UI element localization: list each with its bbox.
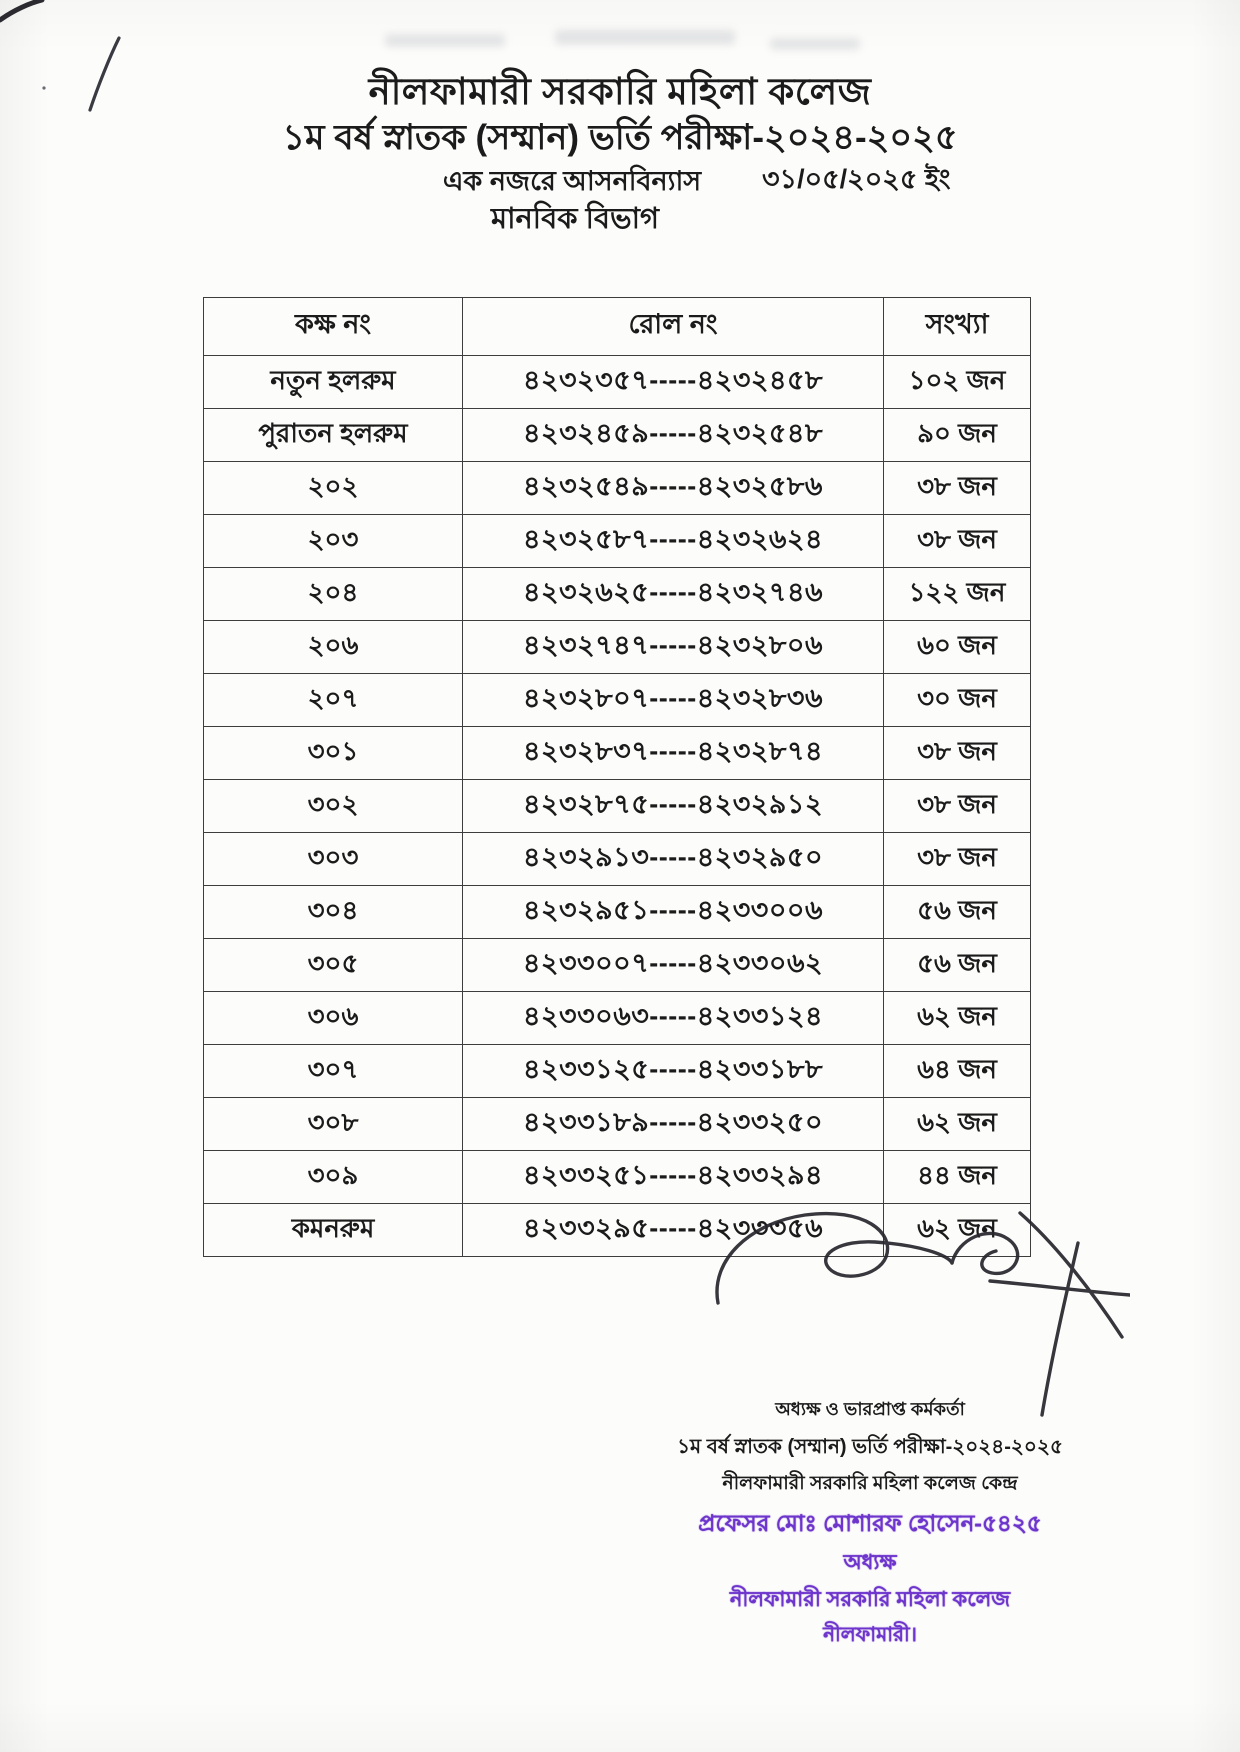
signatory-exam-line: ১ম বর্ষ স্নাতক (সম্মান) ভর্তি পরীক্ষা-২০২৪-২০২৫ — [677, 1436, 1063, 1458]
roll-range-cell: ৪২৩৩০০৭-----৪২৩৩০৬২ — [463, 939, 884, 992]
table-row — [204, 515, 1031, 568]
count-cell: ৩৮ জন — [884, 462, 1031, 515]
department-title: মানবিক বিভাগ — [490, 203, 660, 235]
count-cell: ১০২ জন — [884, 356, 1031, 409]
room-cell: ২০৭ — [204, 674, 463, 727]
roll-range-cell: ৪২৩৩২৫১-----৪২৩৩২৯৪ — [463, 1151, 884, 1204]
count-cell: ৬২ জন — [884, 1204, 1031, 1257]
room-cell: ৩০৫ — [204, 939, 463, 992]
count-cell: ৩০ জন — [884, 674, 1031, 727]
stamp-college: নীলফামারী সরকারি মহিলা কলেজ — [729, 1588, 1011, 1611]
roll-range-cell: ৪২৩২৮০৭-----৪২৩২৮৩৬ — [463, 674, 884, 727]
table-row — [204, 780, 1031, 833]
count-column-header: সংখ্যা — [884, 298, 1031, 356]
count-cell: ৫৬ জন — [884, 886, 1031, 939]
seatplan-subtitle: এক নজরে আসনবিন্যাস — [442, 166, 702, 196]
table-row — [204, 1098, 1031, 1151]
roll-range-cell: ৪২৩৩২৯৫-----৪২৩৩৩৫৬ — [463, 1204, 884, 1257]
roll-range-cell: ৪২৩২৯৫১-----৪২৩৩০০৬ — [463, 886, 884, 939]
room-cell: ২০৪ — [204, 568, 463, 621]
bleed-through-smudge — [385, 34, 505, 47]
roll-range-cell: ৪২৩২৪৫৯-----৪২৩২৫৪৮ — [463, 409, 884, 462]
table-header-row — [204, 298, 1031, 356]
count-cell: ৬৪ জন — [884, 1045, 1031, 1098]
bleed-through-smudge — [770, 38, 860, 50]
roll-range-cell: ৪২৩২৬২৫-----৪২৩২৭৪৬ — [463, 568, 884, 621]
count-cell: ৪৪ জন — [884, 1151, 1031, 1204]
signatory-block — [620, 1395, 1120, 1655]
stamp-name: প্রফেসর মোঃ মোশারফ হোসেন-৫৪২৫ — [698, 1510, 1042, 1536]
table-row — [204, 409, 1031, 462]
count-cell: ৩৮ জন — [884, 727, 1031, 780]
roll-range-cell: ৪২৩২৩৫৭-----৪২৩২৪৫৮ — [463, 356, 884, 409]
exam-title: ১ম বর্ষ স্নাতক (সম্মান) ভর্তি পরীক্ষা-২০২৪-২০২৫ — [282, 118, 958, 157]
room-column-header: কক্ষ নং — [204, 298, 463, 356]
table-row — [204, 939, 1031, 992]
roll-range-cell: ৪২৩৩০৬৩-----৪২৩৩১২৪ — [463, 992, 884, 1045]
table-row — [204, 568, 1031, 621]
count-cell: ৬২ জন — [884, 1098, 1031, 1151]
room-cell: ৩০৭ — [204, 1045, 463, 1098]
room-cell: ৩০৬ — [204, 992, 463, 1045]
roll-column-header: রোল নং — [463, 298, 884, 356]
exam-date: ৩১/০৫/২০২৫ ইং — [762, 164, 951, 194]
room-cell: ৩০৮ — [204, 1098, 463, 1151]
roll-range-cell: ৪২৩২৮৭৫-----৪২৩২৯১২ — [463, 780, 884, 833]
roll-range-cell: ৪২৩২৫৪৯-----৪২৩২৫৮৬ — [463, 462, 884, 515]
table-row — [204, 833, 1031, 886]
roll-range-cell: ৪২৩২৮৩৭-----৪২৩২৮৭৪ — [463, 727, 884, 780]
room-cell: ৩০৯ — [204, 1151, 463, 1204]
room-cell: নতুন হলরুম — [204, 356, 463, 409]
count-cell: ৩৮ জন — [884, 515, 1031, 568]
count-cell: ৬২ জন — [884, 992, 1031, 1045]
count-cell: ৬০ জন — [884, 621, 1031, 674]
room-cell: ৩০২ — [204, 780, 463, 833]
signatory-designation: অধ্যক্ষ ও ভারপ্রাপ্ত কর্মকর্তা — [775, 1399, 965, 1419]
table-row — [204, 462, 1031, 515]
roll-range-cell: ৪২৩৩১২৫-----৪২৩৩১৮৮ — [463, 1045, 884, 1098]
roll-range-cell: ৪২৩২৭৪৭-----৪২৩২৮০৬ — [463, 621, 884, 674]
stamp-title: অধ্যক্ষ — [843, 1551, 897, 1574]
roll-range-cell: ৪২৩৩১৮৯-----৪২৩৩২৫০ — [463, 1098, 884, 1151]
count-cell: ৯০ জন — [884, 409, 1031, 462]
room-cell: ২০২ — [204, 462, 463, 515]
table-row — [204, 1045, 1031, 1098]
principal-stamp — [620, 1505, 1120, 1653]
table-row — [204, 674, 1031, 727]
seat-plan-table — [203, 297, 1031, 1257]
room-cell: ৩০৩ — [204, 833, 463, 886]
table-row — [204, 356, 1031, 409]
roll-range-cell: ৪২৩২৫৮৭-----৪২৩২৬২৪ — [463, 515, 884, 568]
stamp-district: নীলফামারী। — [823, 1624, 917, 1646]
table-row — [204, 727, 1031, 780]
room-cell: কমনরুম — [204, 1204, 463, 1257]
table-row — [204, 621, 1031, 674]
roll-range-cell: ৪২৩২৯১৩-----৪২৩২৯৫০ — [463, 833, 884, 886]
bleed-through-smudge — [555, 30, 735, 45]
count-cell: ৩৮ জন — [884, 780, 1031, 833]
room-cell: পুরাতন হলরুম — [204, 409, 463, 462]
college-title: নীলফামারী সরকারি মহিলা কলেজ — [368, 71, 872, 112]
room-cell: ৩০৪ — [204, 886, 463, 939]
count-cell: ৫৬ জন — [884, 939, 1031, 992]
table-row — [204, 886, 1031, 939]
signatory-center-line: নীলফামারী সরকারি মহিলা কলেজ কেন্দ্র — [722, 1473, 1018, 1494]
count-cell: ১২২ জন — [884, 568, 1031, 621]
room-cell: ২০৩ — [204, 515, 463, 568]
table-row — [204, 992, 1031, 1045]
room-cell: ২০৬ — [204, 621, 463, 674]
count-cell: ৩৮ জন — [884, 833, 1031, 886]
room-cell: ৩০১ — [204, 727, 463, 780]
